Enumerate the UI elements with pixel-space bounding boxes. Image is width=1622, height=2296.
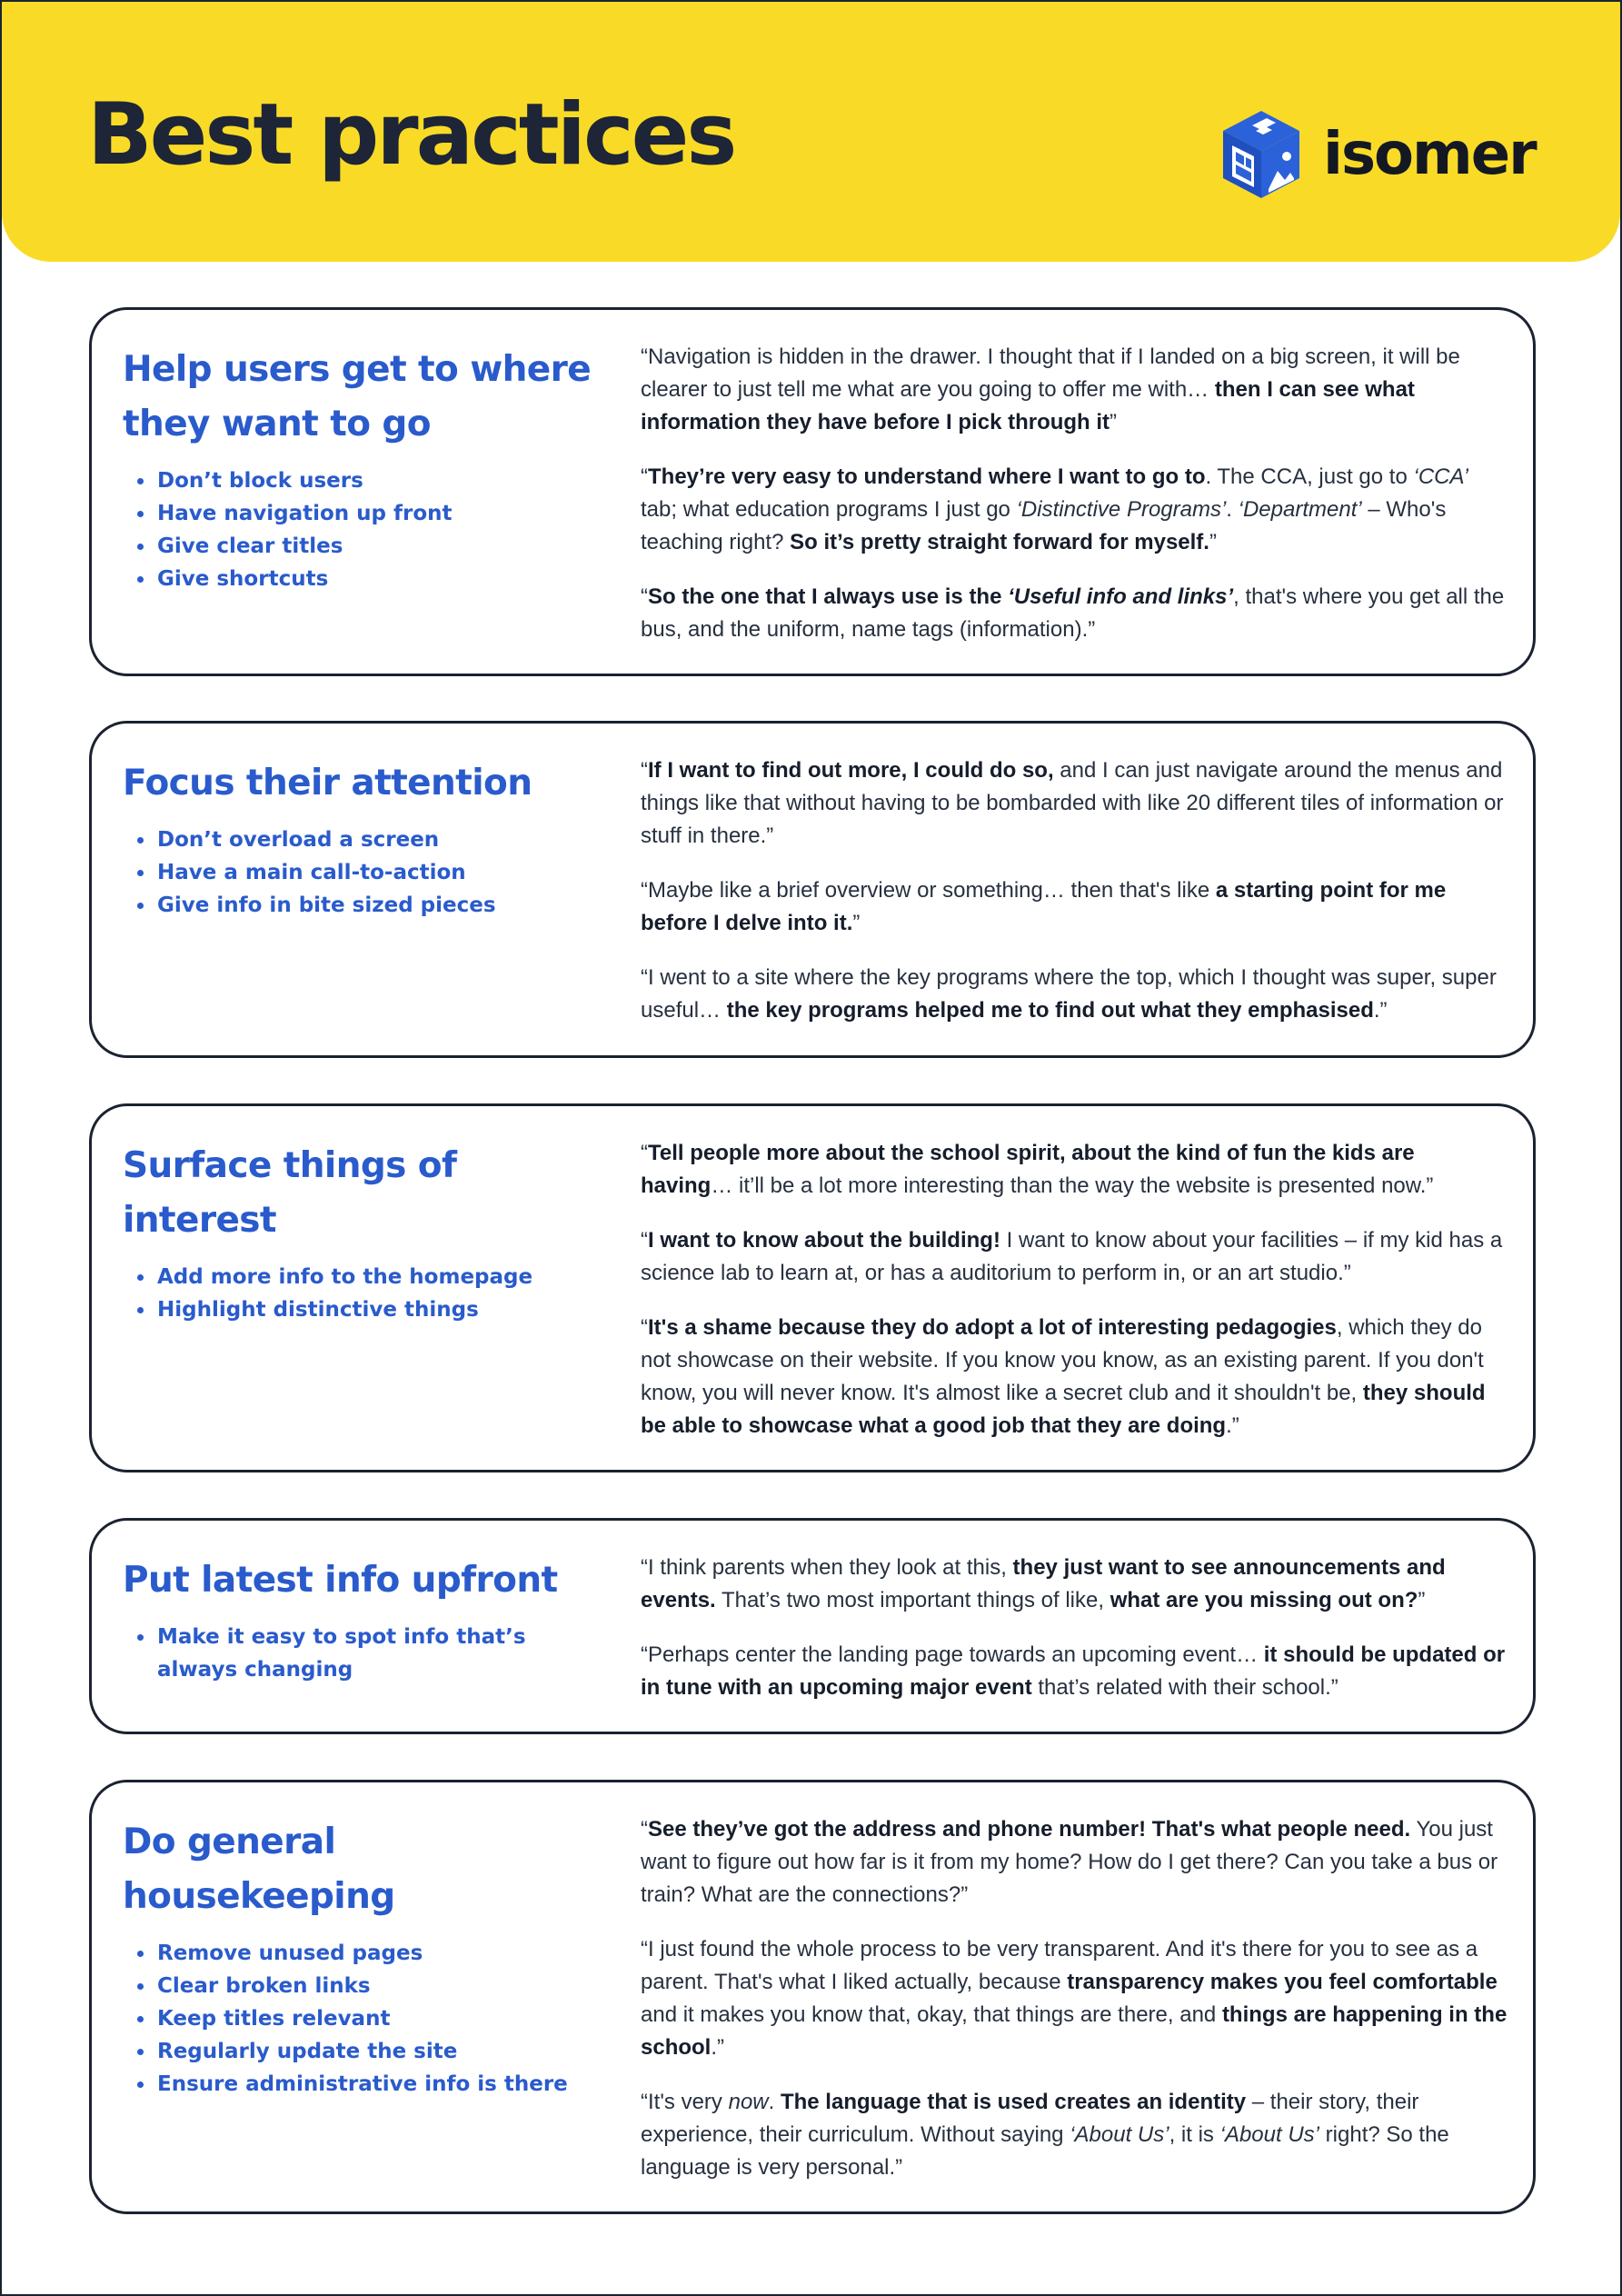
quote: “It's very now. The language that is used creates an identity – their story, their experience, their curriculum. Without saying ‘About Us’, it is ‘About Us’ right? So the language is very personal.” bbox=[641, 2090, 1449, 2180]
quote-list bbox=[641, 1552, 1508, 1726]
quote: “So the one that I always use is the ‘Useful info and links’, that's where you get all the bus, and the uniform, name tags (information).” bbox=[641, 584, 1505, 642]
isomer-logo-icon bbox=[1221, 109, 1301, 200]
section-title: Focus their attention bbox=[123, 763, 532, 804]
section-title: Do general housekeeping bbox=[123, 1822, 395, 1917]
tip-item: • Give shortcuts bbox=[155, 563, 604, 595]
section-left bbox=[123, 1139, 604, 1326]
tip-item: • Have navigation up front bbox=[155, 497, 604, 530]
section-title: Put latest info upfront bbox=[123, 1560, 558, 1601]
quote: “They’re very easy to understand where I want to go to. The CCA, just go to ‘CCA’ tab; what education programs I just go ‘Distinctive Programs’. ‘Department’ – Who's teaching right? So it’s pretty straight forward for myself.” bbox=[641, 464, 1468, 554]
quote: “Maybe like a brief overview or something… then that's like a starting point for me before I delve into it.” bbox=[641, 878, 1447, 935]
quote-list bbox=[641, 341, 1508, 668]
logo-wordmark: isomer bbox=[1323, 121, 1536, 188]
tip-item: • Make it easy to spot info that’s always changing bbox=[155, 1621, 604, 1686]
quote: “Navigation is hidden in the drawer. I thought that if I landed on a big screen, it will be clearer to just tell me what are you going to offer me with… then I can see what information they have before I pick through it” bbox=[641, 344, 1460, 434]
quote: “It's a shame because they do adopt a lot of interesting pedagogies, which they do not showcase on their website. If you know you know, as an existing parent. If you don't know, you will never know. It's almost like a secret club and it shouldn't be, they should be able to showcase what a good job that they are doing.” bbox=[641, 1315, 1486, 1438]
tip-item: • Have a main call-to-action bbox=[155, 856, 604, 889]
tip-item: • Don’t block users bbox=[155, 464, 604, 497]
tip-item: • Add more info to the homepage bbox=[155, 1261, 604, 1293]
tip-item: • Give info in bite sized pieces bbox=[155, 889, 604, 922]
tip-list bbox=[123, 1261, 604, 1326]
tip-item: • Don’t overload a screen bbox=[155, 824, 604, 856]
quote: “See they’ve got the address and phone number! That's what people need. You just want to figure out how far is it from my home? How do I get there? Can you take a bus or train? What are the connections?” bbox=[641, 1817, 1498, 1907]
tip-item: • Ensure administrative info is there bbox=[155, 2068, 604, 2101]
quote: “I went to a site where the key programs where the top, which I thought was super, super useful… the key programs helped me to find out what they emphasised.” bbox=[641, 965, 1497, 1023]
header-banner bbox=[2, 2, 1620, 262]
tip-item: • Highlight distinctive things bbox=[155, 1293, 604, 1326]
section-card bbox=[89, 1518, 1536, 1734]
quote-list bbox=[641, 1137, 1508, 1464]
section-card bbox=[89, 721, 1536, 1058]
quote-list bbox=[641, 1813, 1508, 2206]
page-title: Best practices bbox=[87, 85, 735, 185]
section-left bbox=[123, 1815, 604, 2101]
section-left bbox=[123, 756, 604, 922]
section-title: Help users get to where they want to go bbox=[123, 349, 592, 444]
section-card bbox=[89, 1103, 1536, 1472]
quote: “I want to know about the building! I want to know about your facilities – if my kid has a science lab to learn at, or has a auditorium to perform in, or an art studio.” bbox=[641, 1228, 1503, 1285]
tip-list bbox=[123, 1621, 604, 1686]
quote-list bbox=[641, 754, 1508, 1049]
quote: “I think parents when they look at this, they just want to see announcements and events. That’s two most important things of like, what are you missing out on?” bbox=[641, 1555, 1446, 1612]
section-card bbox=[89, 1780, 1536, 2214]
tip-list bbox=[123, 824, 604, 922]
tip-item: • Remove unused pages bbox=[155, 1937, 604, 1970]
tip-list bbox=[123, 464, 604, 595]
quote: “Tell people more about the school spirit, about the kind of fun the kids are having… it’ll be a lot more interesting than the way the website is presented now.” bbox=[641, 1141, 1434, 1198]
quote: “I just found the whole process to be very transparent. And it's there for you to see as a parent. That's what I liked actually, because transparency makes you feel comfortable and it makes you know that, okay, that things are there, and things are happening in the school.” bbox=[641, 1937, 1508, 2060]
quote: “Perhaps center the landing page towards an upcoming event… it should be updated or in tune with an upcoming major event that’s related with their school.” bbox=[641, 1642, 1506, 1700]
section-left bbox=[123, 343, 604, 595]
section-left bbox=[123, 1553, 604, 1686]
tip-item: • Keep titles relevant bbox=[155, 2002, 604, 2035]
tip-list bbox=[123, 1937, 604, 2101]
tip-item: • Give clear titles bbox=[155, 530, 604, 563]
section-title: Surface things of interest bbox=[123, 1145, 457, 1241]
isomer-logo bbox=[1221, 109, 1536, 200]
section-card bbox=[89, 307, 1536, 676]
tip-item: • Regularly update the site bbox=[155, 2035, 604, 2068]
tip-item: • Clear broken links bbox=[155, 1970, 604, 2002]
quote: “If I want to find out more, I could do so, and I can just navigate around the menus and things like that without having to be bombarded with like 20 different tiles of information or stuff in there.” bbox=[641, 758, 1504, 848]
